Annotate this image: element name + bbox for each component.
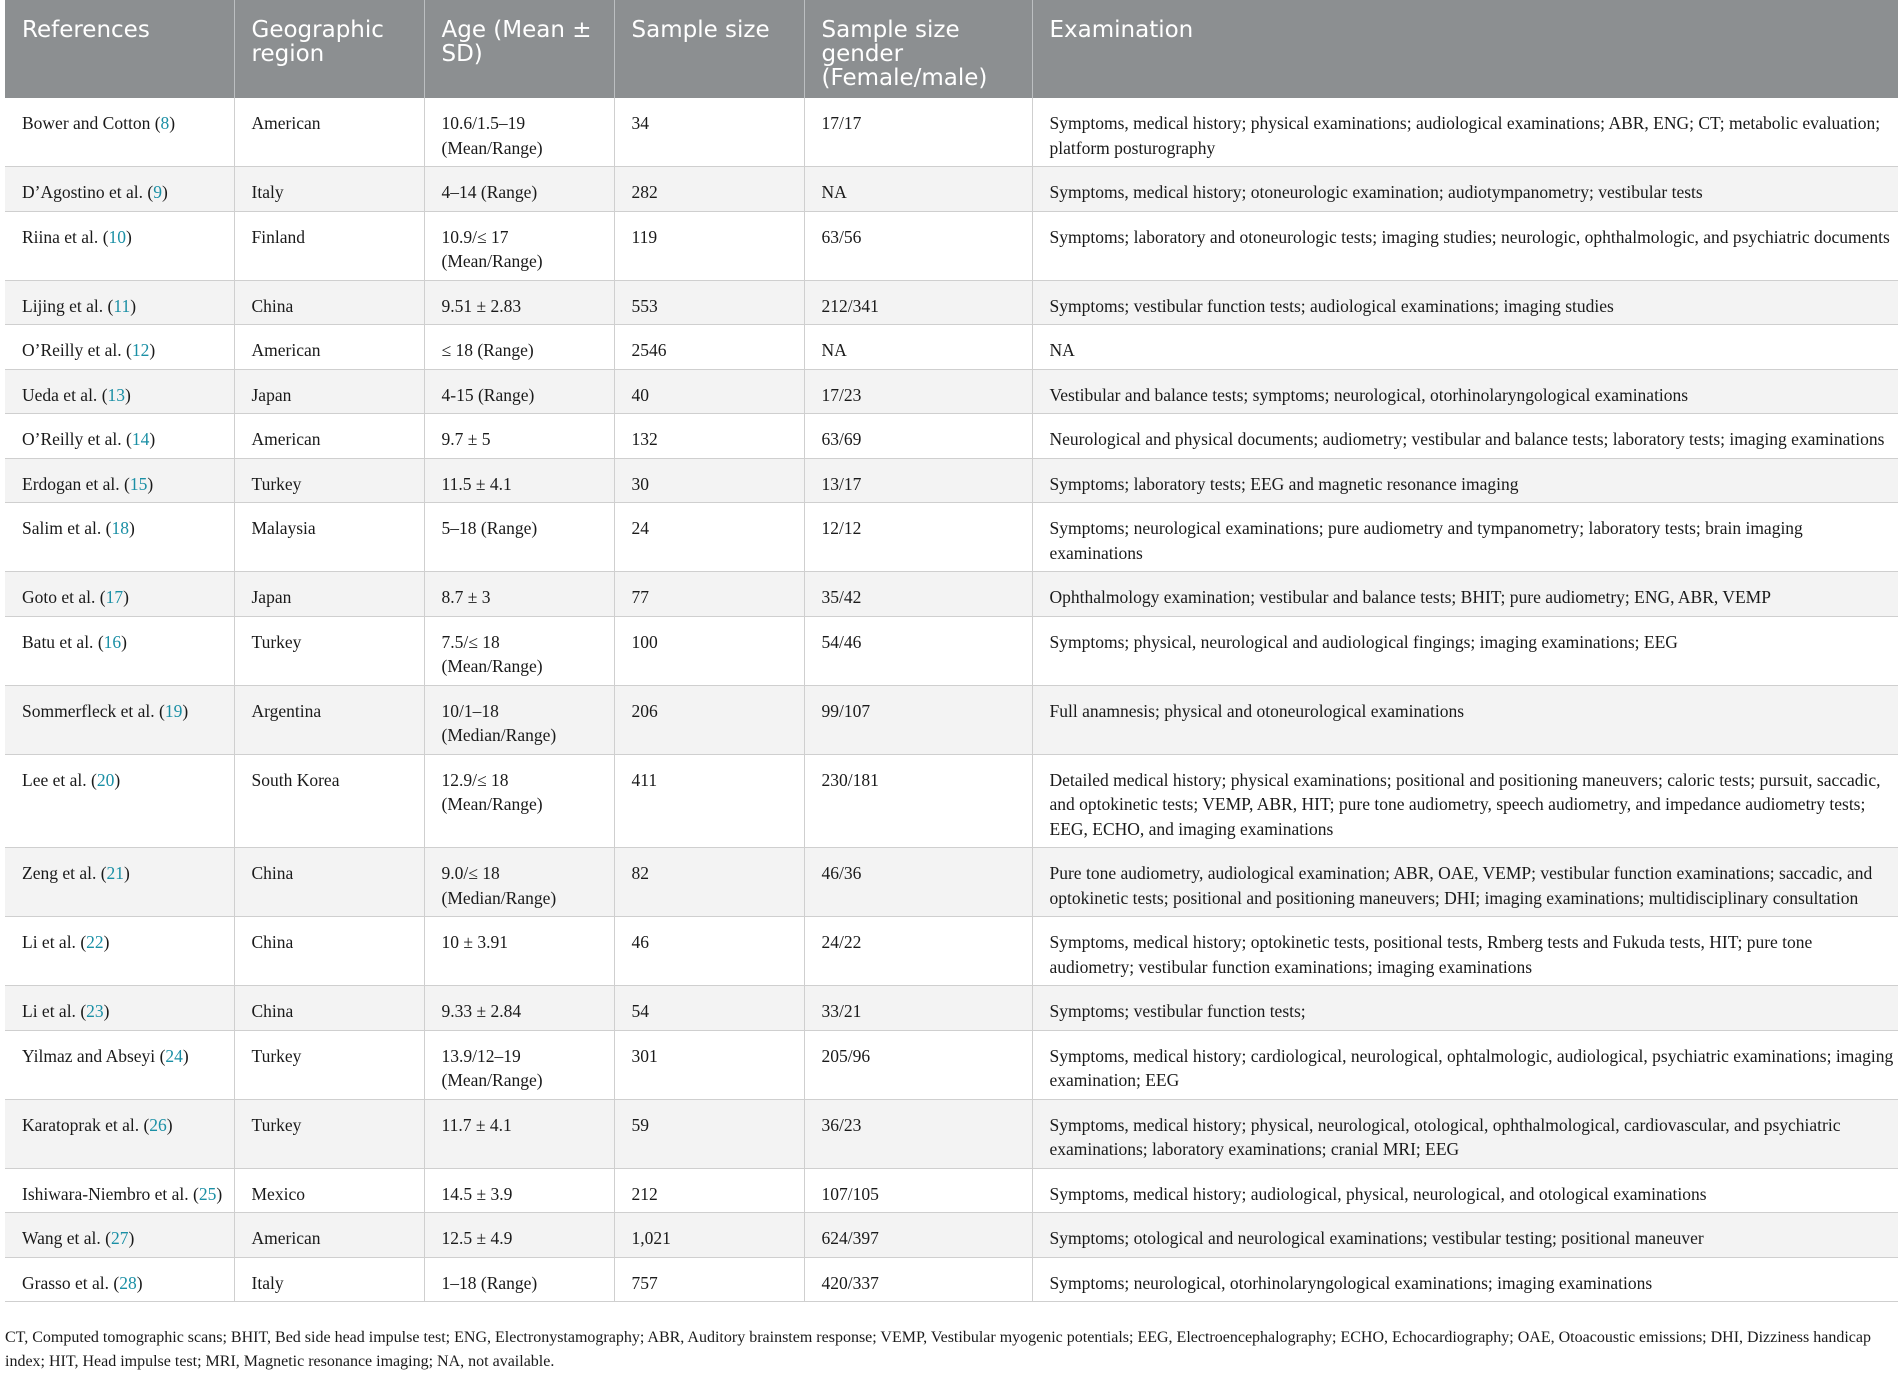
- cell-examination: Symptoms; physical, neurological and audiological fingings; imaging examinations; EEG: [1032, 616, 1898, 685]
- cell-age: 12.5 ± 4.9: [424, 1213, 614, 1258]
- cell-examination: Symptoms; laboratory and otoneurologic tests; imaging studies; neurologic, ophthalmologic, and psychiatric documents: [1032, 211, 1898, 280]
- reference-author: Karatoprak et al.: [22, 1114, 140, 1135]
- cell-sample-size: 757: [614, 1257, 804, 1302]
- reference-author: Ueda et al.: [22, 384, 98, 405]
- cell-region: American: [234, 325, 424, 370]
- cell-reference: Batu et al. (16): [5, 616, 234, 685]
- reference-link[interactable]: 23: [86, 1001, 104, 1021]
- cell-region: American: [234, 1213, 424, 1258]
- table-container: [5, 0, 1898, 1302]
- header-examination: Examination: [1032, 0, 1898, 98]
- table-row: [5, 917, 1898, 986]
- cell-region: Japan: [234, 572, 424, 617]
- cell-age: 12.9/≤ 18 (Mean/Range): [424, 754, 614, 848]
- cell-reference: Yilmaz and Abseyi (24): [5, 1030, 234, 1099]
- cell-examination: Pure tone audiometry, audiological examination; ABR, OAE, VEMP; vestibular function examinations; saccadic, and optokinetic tests; positional and positioning maneuvers; DHI; imaging examinations; multidisciplinary consultation: [1032, 848, 1898, 917]
- cell-reference: Ishiwara-Niembro et al. (25): [5, 1168, 234, 1213]
- cell-region: Finland: [234, 211, 424, 280]
- reference-author: Yilmaz and Abseyi: [22, 1045, 156, 1066]
- cell-examination: Symptoms, medical history; cardiological, neurological, ophtalmologic, audiological, psychiatric examinations; imaging examination; EEG: [1032, 1030, 1898, 1099]
- cell-gender: 63/56: [804, 211, 1032, 280]
- reference-link[interactable]: 9: [153, 182, 162, 202]
- cell-reference: O’Reilly et al. (12): [5, 325, 234, 370]
- cell-examination: Symptoms; neurological examinations; pure audiometry and tympanometry; laboratory tests; brain imaging examinations: [1032, 503, 1898, 572]
- cell-gender: 35/42: [804, 572, 1032, 617]
- reference-author: Bower and Cotton: [22, 113, 151, 133]
- reference-author: Ishiwara-Niembro et al.: [22, 1183, 189, 1204]
- cell-region: American: [234, 98, 424, 167]
- cell-sample-size: 82: [614, 848, 804, 917]
- cell-examination: Symptoms, medical history; otoneurologic examination; audiotympanometry; vestibular tests: [1032, 167, 1898, 212]
- table-row: [5, 458, 1898, 503]
- cell-age: 11.7 ± 4.1: [424, 1099, 614, 1168]
- table-row: [5, 986, 1898, 1031]
- cell-examination: Symptoms; vestibular function tests; audiological examinations; imaging studies: [1032, 280, 1898, 325]
- cell-gender: NA: [804, 167, 1032, 212]
- table-row: [5, 685, 1898, 754]
- cell-age: 10 ± 3.91: [424, 917, 614, 986]
- reference-link[interactable]: 18: [111, 518, 129, 538]
- reference-link[interactable]: 28: [119, 1272, 137, 1293]
- cell-sample-size: 30: [614, 458, 804, 503]
- reference-author: O’Reilly et al.: [22, 340, 122, 360]
- cell-gender: 12/12: [804, 503, 1032, 572]
- cell-region: Malaysia: [234, 503, 424, 572]
- reference-link[interactable]: 8: [160, 113, 170, 133]
- reference-link[interactable]: 12: [131, 340, 150, 360]
- table-row: [5, 369, 1898, 414]
- reference-author: Goto et al.: [22, 587, 96, 607]
- cell-reference: Zeng et al. (21): [5, 848, 234, 917]
- cell-examination: Symptoms, medical history; physical, neurological, otological, ophthalmological, cardiovascular, and psychiatric examinations; laboratory examinations; cranial MRI; EEG: [1032, 1099, 1898, 1168]
- table-row: [5, 280, 1898, 325]
- cell-examination: Symptoms; vestibular function tests;: [1032, 986, 1898, 1031]
- cell-region: Japan: [234, 369, 424, 414]
- cell-reference: Salim et al. (18): [5, 503, 234, 572]
- studies-table: [5, 0, 1898, 1302]
- cell-reference: D’Agostino et al. (9): [5, 167, 234, 212]
- reference-link[interactable]: 26: [149, 1114, 167, 1135]
- cell-examination: Ophthalmology examination; vestibular and balance tests; BHIT; pure audiometry; ENG, ABR, VEMP: [1032, 572, 1898, 617]
- cell-reference: Li et al. (23): [5, 986, 234, 1031]
- cell-examination: Symptoms, medical history; physical examinations; audiological examinations; ABR, ENG; CT; metabolic evaluation; platform posturography: [1032, 98, 1898, 167]
- cell-region: Turkey: [234, 1030, 424, 1099]
- cell-sample-size: 100: [614, 616, 804, 685]
- table-row: [5, 1213, 1898, 1258]
- reference-author: Zeng et al.: [22, 863, 97, 883]
- table-row: [5, 98, 1898, 167]
- cell-age: 11.5 ± 4.1: [424, 458, 614, 503]
- table-row: [5, 1099, 1898, 1168]
- cell-region: China: [234, 280, 424, 325]
- cell-sample-size: 40: [614, 369, 804, 414]
- header-sample-size-gender: Sample size gender (Female/male): [804, 0, 1032, 98]
- cell-gender: 46/36: [804, 848, 1032, 917]
- cell-sample-size: 1,021: [614, 1213, 804, 1258]
- cell-region: Mexico: [234, 1168, 424, 1213]
- reference-author: Grasso et al.: [22, 1272, 109, 1293]
- table-row: [5, 848, 1898, 917]
- reference-link[interactable]: 27: [110, 1228, 129, 1248]
- cell-examination: NA: [1032, 325, 1898, 370]
- reference-link[interactable]: 19: [164, 700, 183, 721]
- cell-sample-size: 282: [614, 167, 804, 212]
- reference-author: Lee et al.: [22, 769, 87, 790]
- table-row: [5, 572, 1898, 617]
- cell-age: 9.7 ± 5: [424, 414, 614, 459]
- cell-examination: Detailed medical history; physical examinations; positional and positioning maneuvers; caloric tests; pursuit, saccadic, and optokinetic tests; VEMP, ABR, HIT; pure tone audiometry, speech audiometry, and impedance audiometry tests; EEG, ECHO, and imaging examinations: [1032, 754, 1898, 848]
- reference-author: Salim et al.: [22, 518, 102, 538]
- cell-age: 8.7 ± 3: [424, 572, 614, 617]
- cell-gender: 212/341: [804, 280, 1032, 325]
- cell-reference: Li et al. (22): [5, 917, 234, 986]
- reference-author: Sommerfleck et al.: [22, 700, 155, 721]
- cell-reference: Sommerfleck et al. (19): [5, 685, 234, 754]
- cell-region: China: [234, 917, 424, 986]
- cell-region: Argentina: [234, 685, 424, 754]
- table-row: [5, 167, 1898, 212]
- cell-region: Italy: [234, 167, 424, 212]
- cell-region: China: [234, 986, 424, 1031]
- cell-reference: Ueda et al. (13): [5, 369, 234, 414]
- cell-gender: 107/105: [804, 1168, 1032, 1213]
- cell-gender: 17/17: [804, 98, 1032, 167]
- cell-region: Turkey: [234, 458, 424, 503]
- cell-sample-size: 206: [614, 685, 804, 754]
- table-row: [5, 503, 1898, 572]
- cell-examination: Neurological and physical documents; audiometry; vestibular and balance tests; laboratory tests; imaging examinations: [1032, 414, 1898, 459]
- cell-region: American: [234, 414, 424, 459]
- cell-examination: Symptoms, medical history; audiological, physical, neurological, and otological examinations: [1032, 1168, 1898, 1213]
- cell-gender: 99/107: [804, 685, 1032, 754]
- cell-age: 4-15 (Range): [424, 369, 614, 414]
- reference-link[interactable]: 25: [198, 1183, 217, 1204]
- cell-gender: 33/21: [804, 986, 1032, 1031]
- cell-examination: Symptoms; laboratory tests; EEG and magnetic resonance imaging: [1032, 458, 1898, 503]
- cell-sample-size: 301: [614, 1030, 804, 1099]
- cell-reference: Erdogan et al. (15): [5, 458, 234, 503]
- reference-author: D’Agostino et al.: [22, 182, 144, 202]
- cell-sample-size: 59: [614, 1099, 804, 1168]
- cell-sample-size: 132: [614, 414, 804, 459]
- cell-sample-size: 77: [614, 572, 804, 617]
- cell-age: 13.9/12–19 (Mean/Range): [424, 1030, 614, 1099]
- table-row: [5, 414, 1898, 459]
- reference-link[interactable]: 22: [86, 932, 104, 952]
- cell-gender: 36/23: [804, 1099, 1032, 1168]
- reference-author: Riina et al.: [22, 226, 99, 247]
- cell-region: China: [234, 848, 424, 917]
- table-row: [5, 211, 1898, 280]
- reference-author: Lijing et al.: [22, 295, 104, 316]
- table-row: [5, 1168, 1898, 1213]
- cell-examination: Symptoms; otological and neurological examinations; vestibular testing; positional maneuver: [1032, 1213, 1898, 1258]
- cell-age: 1–18 (Range): [424, 1257, 614, 1302]
- cell-age: 10.9/≤ 17 (Mean/Range): [424, 211, 614, 280]
- header-geographic-region: Geographic region: [234, 0, 424, 98]
- cell-reference: Karatoprak et al. (26): [5, 1099, 234, 1168]
- cell-region: Turkey: [234, 1099, 424, 1168]
- cell-region: Turkey: [234, 616, 424, 685]
- cell-sample-size: 34: [614, 98, 804, 167]
- cell-reference: O’Reilly et al. (14): [5, 414, 234, 459]
- cell-age: 7.5/≤ 18 (Mean/Range): [424, 616, 614, 685]
- cell-age: 9.33 ± 2.84: [424, 986, 614, 1031]
- cell-examination: Full anamnesis; physical and otoneurological examinations: [1032, 685, 1898, 754]
- cell-sample-size: 411: [614, 754, 804, 848]
- cell-reference: Grasso et al. (28): [5, 1257, 234, 1302]
- table-row: [5, 1030, 1898, 1099]
- cell-gender: 17/23: [804, 369, 1032, 414]
- reference-author: O’Reilly et al.: [22, 429, 122, 449]
- reference-link[interactable]: 24: [165, 1045, 183, 1066]
- cell-reference: Wang et al. (27): [5, 1213, 234, 1258]
- cell-reference: Lee et al. (20): [5, 754, 234, 848]
- reference-link[interactable]: 10: [108, 226, 127, 247]
- cell-age: 9.0/≤ 18 (Median/Range): [424, 848, 614, 917]
- cell-gender: 420/337: [804, 1257, 1032, 1302]
- table-row: [5, 754, 1898, 848]
- reference-link[interactable]: 13: [107, 384, 126, 405]
- cell-region: Italy: [234, 1257, 424, 1302]
- cell-gender: 54/46: [804, 616, 1032, 685]
- table-row: [5, 325, 1898, 370]
- cell-examination: Vestibular and balance tests; symptoms; neurological, otorhinolaryngological examinations: [1032, 369, 1898, 414]
- reference-link[interactable]: 14: [131, 429, 150, 449]
- table-row: [5, 1257, 1898, 1302]
- cell-sample-size: 2546: [614, 325, 804, 370]
- cell-age: ≤ 18 (Range): [424, 325, 614, 370]
- header-sample-size: Sample size: [614, 0, 804, 98]
- cell-reference: Lijing et al. (11): [5, 280, 234, 325]
- cell-gender: 13/17: [804, 458, 1032, 503]
- reference-author: Batu et al.: [22, 631, 94, 652]
- cell-gender: 624/397: [804, 1213, 1032, 1258]
- cell-gender: 230/181: [804, 754, 1032, 848]
- cell-age: 10/1–18 (Median/Range): [424, 685, 614, 754]
- reference-author: Erdogan et al.: [22, 473, 120, 494]
- cell-gender: NA: [804, 325, 1032, 370]
- cell-region: South Korea: [234, 754, 424, 848]
- cell-sample-size: 46: [614, 917, 804, 986]
- table-body: [5, 98, 1898, 1302]
- cell-gender: 63/69: [804, 414, 1032, 459]
- cell-examination: Symptoms, medical history; optokinetic tests, positional tests, Rmberg tests and Fukuda tests, HIT; pure tone audiometry; vestibular function examinations; imaging examinations: [1032, 917, 1898, 986]
- table-footnote: CT, Computed tomographic scans; BHIT, Bed side head impulse test; ENG, Electronystamography; ABR, Auditory brainstem response; VEMP, Vestibular myogenic potentials; EEG, Electroencephalography; ECHO, Echocardiography; OAE, Otoacoustic emissions; DHI, Dizziness handicap index; HIT, Head impulse test; MRI, Magnetic resonance imaging; NA, not available.: [5, 1329, 1871, 1370]
- cell-age: 10.6/1.5–19 (Mean/Range): [424, 98, 614, 167]
- cell-sample-size: 24: [614, 503, 804, 572]
- header-row: [5, 0, 1898, 98]
- reference-link[interactable]: 16: [103, 631, 122, 652]
- header-age: Age (Mean ± SD): [424, 0, 614, 98]
- reference-link[interactable]: 20: [96, 769, 115, 790]
- reference-link[interactable]: 21: [106, 863, 125, 883]
- cell-gender: 24/22: [804, 917, 1032, 986]
- cell-sample-size: 212: [614, 1168, 804, 1213]
- cell-reference: Riina et al. (10): [5, 211, 234, 280]
- cell-sample-size: 553: [614, 280, 804, 325]
- cell-age: 14.5 ± 3.9: [424, 1168, 614, 1213]
- reference-link[interactable]: 11: [113, 295, 131, 316]
- cell-age: 5–18 (Range): [424, 503, 614, 572]
- cell-age: 9.51 ± 2.83: [424, 280, 614, 325]
- header-references: References: [5, 0, 234, 98]
- table-header: [5, 0, 1898, 98]
- cell-gender: 205/96: [804, 1030, 1032, 1099]
- reference-author: Li et al.: [22, 932, 76, 952]
- reference-author: Li et al.: [22, 1001, 76, 1021]
- cell-sample-size: 119: [614, 211, 804, 280]
- table-row: [5, 616, 1898, 685]
- cell-reference: Bower and Cotton (8): [5, 98, 234, 167]
- reference-link[interactable]: 17: [105, 587, 124, 607]
- cell-reference: Goto et al. (17): [5, 572, 234, 617]
- reference-link[interactable]: 15: [129, 473, 148, 494]
- cell-age: 4–14 (Range): [424, 167, 614, 212]
- cell-sample-size: 54: [614, 986, 804, 1031]
- reference-author: Wang et al.: [22, 1228, 101, 1248]
- cell-examination: Symptoms; neurological, otorhinolaryngological examinations; imaging examinations: [1032, 1257, 1898, 1302]
